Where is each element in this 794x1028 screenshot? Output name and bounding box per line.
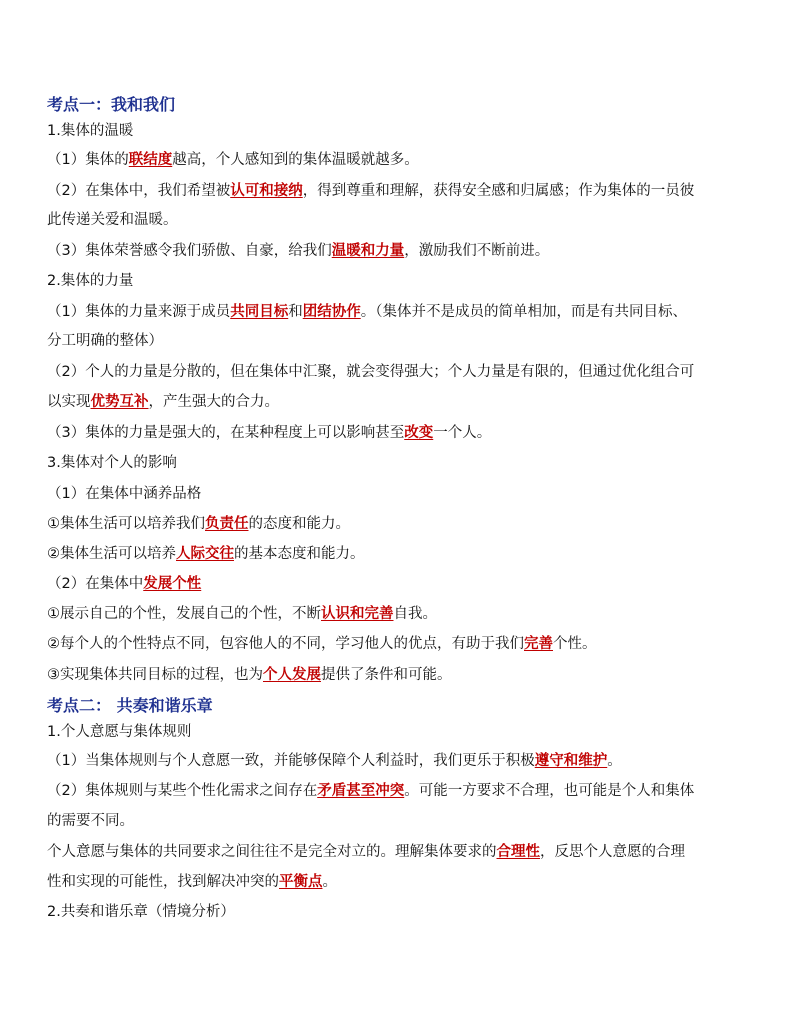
keyword: 联结度 (128, 152, 173, 168)
sub-point: （1）在集体中涵养品格 (47, 486, 202, 502)
paragraph-continuation (47, 872, 747, 892)
text: ①展示自己的个性，发展自己的个性，不断 (47, 606, 321, 622)
subsection-heading: 2.共奏和谐乐章（情境分析） (47, 904, 235, 920)
keyword: 团结协作 (302, 304, 361, 320)
text: ，反思个人意愿的合理 (540, 844, 685, 860)
text: ，激励我们不断前进。 (404, 243, 550, 259)
paragraph (47, 241, 747, 261)
keyword: 优势互补 (90, 394, 149, 410)
paragraph (47, 423, 747, 443)
keyword: 共同目标 (230, 304, 289, 320)
keyword: 发展个性 (143, 576, 202, 592)
text: ②每个人的个性特点不同，包容他人的不同，学习他人的优点，有助于我们 (47, 636, 524, 652)
paragraph (47, 751, 747, 771)
text: 性和实现的可能性，找到解决冲突的 (47, 874, 279, 890)
keyword: 负责任 (205, 516, 249, 532)
keyword: 认识和完善 (321, 606, 394, 622)
text: 。（集体并不是成员的简单相加，而是有共同目标、 (360, 304, 687, 320)
keyword: 改变 (404, 425, 434, 441)
keyword: 矛盾甚至冲突 (317, 783, 405, 799)
list-item (47, 665, 747, 685)
paragraph (47, 842, 747, 862)
paragraph (47, 181, 747, 201)
subsection-heading: 2.集体的力量 (47, 273, 134, 289)
subsection-heading: 3.集体对个人的影响 (47, 455, 177, 471)
paragraph (47, 781, 747, 801)
paragraph-continuation: 的需要不同。 (47, 813, 134, 829)
text: 的态度和能力。 (248, 516, 350, 532)
keyword: 平衡点 (279, 874, 323, 890)
list-item (47, 514, 747, 534)
section-title-1: 考点一：我和我们 (47, 95, 176, 114)
text: 提供了条件和可能。 (321, 667, 452, 683)
paragraph-continuation (47, 392, 747, 412)
subsection-heading: 1.个人意愿与集体规则 (47, 724, 192, 740)
text: 和 (288, 304, 303, 320)
list-item (47, 604, 747, 624)
text: （1）集体的 (47, 152, 129, 168)
section-title-2: 考点二： 共奏和谐乐章 (47, 696, 213, 715)
text: 自我。 (393, 606, 437, 622)
text: ，得到尊重和理解，获得安全感和归属感；作为集体的一员彼 (302, 183, 695, 199)
text: （2）在集体中 (47, 576, 144, 592)
text: ①集体生活可以培养我们 (47, 516, 205, 532)
text: ，产生强大的合力。 (148, 394, 279, 410)
keyword: 遵守和维护 (534, 753, 608, 769)
text: 一个人。 (433, 425, 492, 441)
text: （3）集体荣誉感令我们骄傲、自豪，给我们 (47, 243, 332, 259)
paragraph: （2）个人的力量是分散的，但在集体中汇聚，就会变得强大；个人力量是有限的，但通过优化组合可 (47, 364, 695, 380)
text: 。 (322, 874, 337, 890)
text: 个性。 (553, 636, 597, 652)
text: 个人意愿与集体的共同要求之间往往不是完全对立的。理解集体要求的 (47, 844, 497, 860)
text: ②集体生活可以培养 (47, 546, 176, 562)
keyword: 合理性 (496, 844, 540, 860)
text: 。 (607, 753, 622, 769)
subsection-heading: 1.集体的温暖 (47, 123, 134, 139)
text: 的基本态度和能力。 (234, 546, 365, 562)
paragraph-continuation: 分工明确的整体） (47, 333, 163, 349)
list-item (47, 634, 747, 654)
text: （1）当集体规则与个人意愿一致，并能够保障个人利益时，我们更乐于积极 (47, 753, 535, 769)
text: 以实现 (47, 394, 91, 410)
keyword: 完善 (524, 636, 553, 652)
sub-point (47, 574, 747, 594)
paragraph (47, 150, 747, 170)
keyword: 个人发展 (263, 667, 321, 683)
paragraph-continuation: 此传递关爱和温暖。 (47, 212, 178, 228)
paragraph (47, 302, 747, 322)
text: （2）在集体中，我们希望被 (47, 183, 231, 199)
keyword: 认可和接纳 (230, 183, 303, 199)
text: （3）集体的力量是强大的，在某种程度上可以影响甚至 (47, 425, 405, 441)
keyword: 人际交往 (176, 546, 234, 562)
text: ③实现集体共同目标的过程，也为 (47, 667, 263, 683)
keyword: 温暖和力量 (331, 243, 405, 259)
text: （2）集体规则与某些个性化需求之间存在 (47, 783, 318, 799)
text: （1）集体的力量来源于成员 (47, 304, 231, 320)
list-item (47, 544, 747, 564)
text: 。可能一方要求不合理，也可能是个人和集体 (404, 783, 695, 799)
text: 越高，个人感知到的集体温暖就越多。 (172, 152, 419, 168)
